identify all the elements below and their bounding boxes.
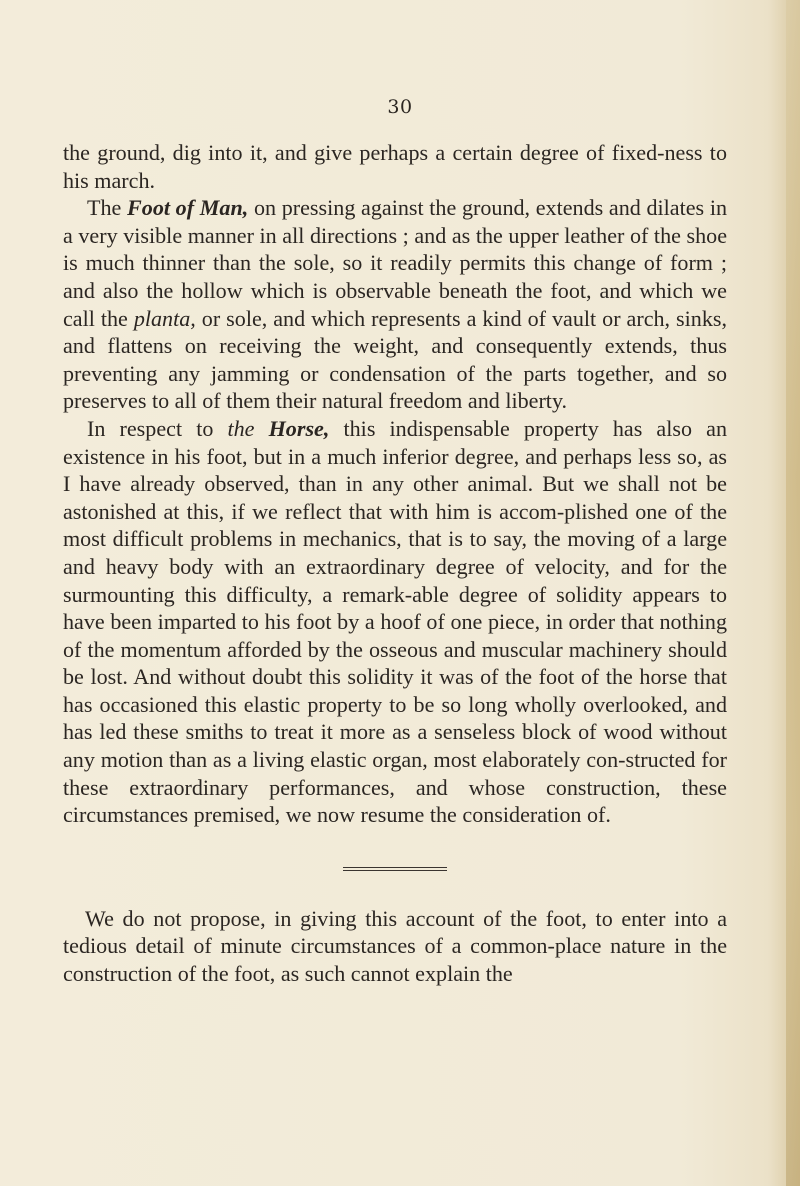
paragraph-new-section: We do not propose, in giving this account of the foot, to enter into a tedious detail of minute circumstances of a common-place nature in the construction of the foot, as such cannot explain the xyxy=(63,905,727,987)
text-run: this indispensable property has also an existence in his foot, but in a much inferior degree, and perhaps less so, as I have already observed, than in any other animal. But we shall not be astonished at this, if we reflect that with him is accom-plished one of the most difficult problems in mechanics, that is to say, the moving of a large and heavy body with an extraordinary degree of velocity, and for the surmounting this difficulty, a remark-able degree of solidity appears to have been imparted to his foot by a hoof of one piece, in order that nothing of the momentum afforded by the osseous and muscular machinery should be lost. And without doubt this solidity it was of the foot of the horse that has occasioned this elastic property to be so long wholly overlooked, and has led these smiths to treat it more as a senseless block of wood without any motion than as a living elastic organ, most elaborately con-structed for these extraordinary performances, and whose construction, these circumstances premised, we now resume the consideration of. xyxy=(63,415,727,828)
emphasis-the: the xyxy=(227,415,269,441)
emphasis-planta: planta, xyxy=(133,305,196,331)
section-divider xyxy=(343,867,447,871)
paragraph-horse xyxy=(63,415,727,829)
page-edge-stain xyxy=(786,0,800,1186)
text-run: In respect to xyxy=(87,415,228,441)
text-run: or sole, and which represents a kind of vault or arch, sinks, and flattens on receiving the weight, and consequently extends, thus preventing any jamming or condensation of the parts together, and so preserves to all of them their natural freedom and liberty. xyxy=(63,305,727,414)
emphasis-horse: Horse, xyxy=(268,415,330,441)
page-number: 30 xyxy=(387,96,413,118)
emphasis-man: Man, xyxy=(199,195,249,221)
paragraph-foot-of-man xyxy=(63,194,727,415)
text-run: The xyxy=(87,195,128,221)
body-text xyxy=(63,139,727,988)
emphasis-foot-of: Foot of xyxy=(127,195,200,221)
paragraph-continuation: the ground, dig into it, and give perhaps a certain degree of fixed-ness to his march. xyxy=(63,140,727,193)
text-run: on pressing against the ground, extends and dilates in a very visible manner in all directions ; and as the upper leather of the shoe is much thinner than the sole, so it readily permits this change of form ; and also the hollow which is observable beneath the foot, and which we call the xyxy=(63,195,728,331)
